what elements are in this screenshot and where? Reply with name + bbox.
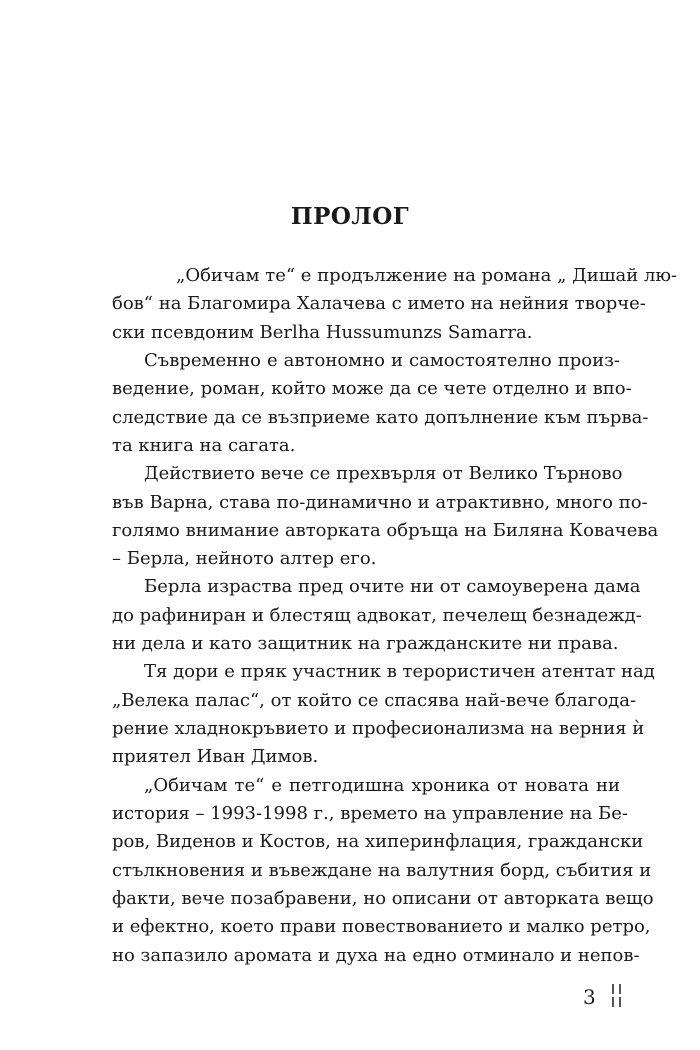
page-ornament-icon — [606, 982, 628, 1010]
text-line: „Обичам те“ е петгодишна хроника от новата ни — [144, 774, 620, 796]
text-line: ски псевдоним Berlha Hussumunzs Samarra. — [112, 321, 533, 343]
text-line: ров, Виденов и Костов, на хиперинфлация, граждански — [112, 831, 644, 853]
text-line: стълкновения и въвеждане на валутния борд, събития и — [112, 859, 652, 881]
text-line: ведение, роман, който може да се чете отделно и впо- — [112, 378, 632, 400]
text-line: история – 1993-1998 г., времето на управление на Бе- — [112, 803, 628, 825]
text-line: следствие да се възприеме като допълнение към първа- — [112, 406, 649, 428]
text-line: та книга на сагата. — [112, 434, 296, 456]
chapter-title: ПРОЛОГ — [290, 203, 410, 230]
text-line: „Обичам те“ е продължение на романа „ Дишай лю- — [176, 265, 678, 286]
text-line: рение хладнокръвието и професионализма на верния ѝ — [112, 718, 645, 740]
text-line: във Варна, става по-динамично и атрактивно, много по- — [112, 491, 648, 513]
text-line: Берла израства пред очите ни от самоуверена дама — [144, 576, 641, 598]
text-line: факти, вече позабравени, но описани от авторката вещо — [112, 887, 654, 909]
text-line: ни дела и като защитник на гражданските ни права. — [112, 633, 619, 655]
text-line: Действието вече се прехвърля от Велико Търново — [144, 463, 623, 485]
text-line: до рафиниран и блестящ адвокат, печелещ безнадежд- — [112, 604, 642, 626]
page-number: 3 — [583, 985, 596, 1009]
text-line: Съвременно е автономно и самостоятелно произ- — [144, 349, 620, 371]
text-line: голямо внимание авторката обръща на Биляна Ковачева — [112, 519, 659, 541]
text-line: и ефектно, което прави повествованието и малко ретро, — [112, 916, 651, 938]
text-line: но запазило аромата и духа на едно отминало и непов- — [112, 944, 640, 966]
text-line: приятел Иван Димов. — [112, 746, 319, 768]
text-line: Тя дори е пряк участник в терористичен атентат над — [144, 661, 655, 683]
text-line: бов“ на Благомира Халачева с името на нейния творче- — [112, 293, 646, 315]
text-line: „Велека палас“, от който се спасява най-вече благода- — [112, 689, 637, 711]
text-line: – Берла, нейното алтер его. — [112, 548, 377, 570]
